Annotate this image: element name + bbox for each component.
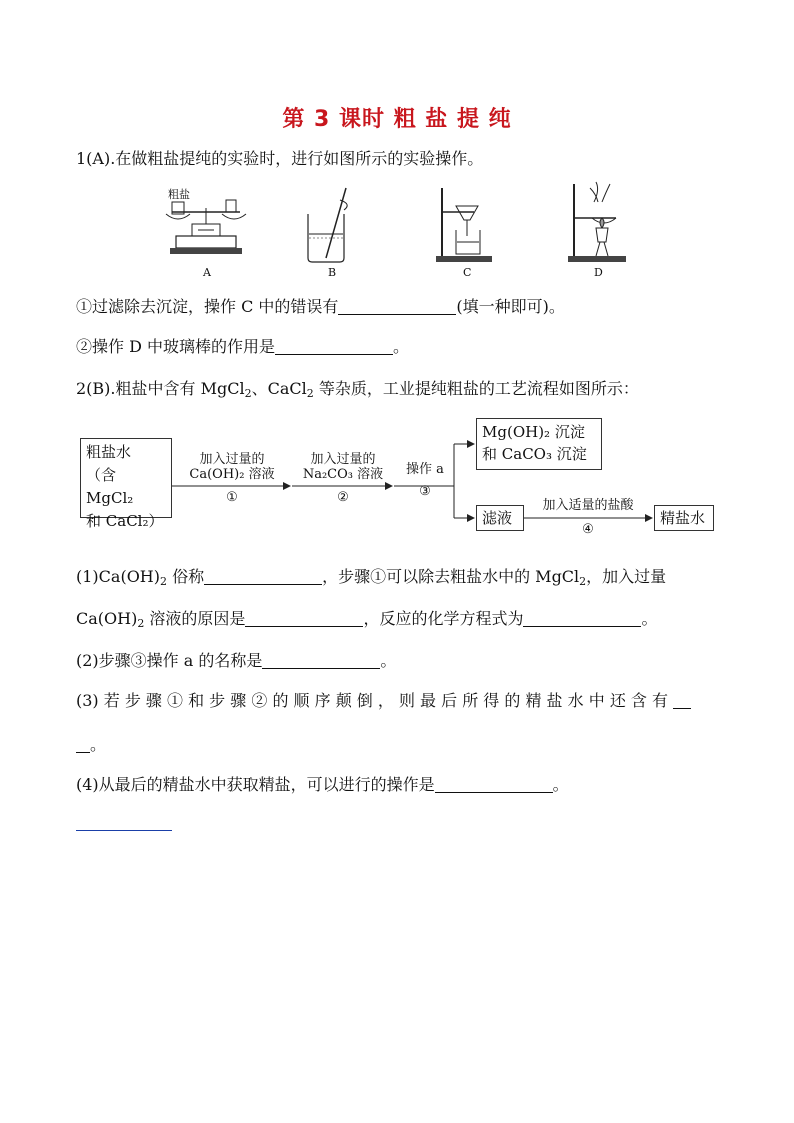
flow-step2-reagent: Na₂CO₃ 溶液 — [302, 467, 384, 482]
flow-precipitate-box — [476, 418, 602, 470]
q2-p3-text: (3) 若 步 骤 ① 和 步 骤 ② 的 顺 序 颠 倒 ， 则 最 后 所 得 的 精 盐 水 中 还 含 有 — [76, 691, 668, 710]
q1-stem: 1(A).在做粗盐提纯的实验时，进行如图所示的实验操作。 — [76, 149, 484, 168]
answer-blank[interactable] — [245, 610, 363, 627]
subscript: 2 — [137, 617, 145, 630]
flow-start-line: 粗盐水 — [86, 443, 132, 461]
q2-p1-text: ，反应的化学方程式为 — [363, 609, 524, 628]
q2-stem-part: 、CaCl — [251, 379, 307, 398]
answer-blank[interactable] — [204, 568, 322, 585]
q2-p1-text: ，加入过量 — [586, 567, 667, 586]
q2-p1-text: 。 — [641, 609, 658, 628]
flow-step2-label: 加入过量的 — [310, 452, 376, 467]
page-title: 第 3 课时 粗 盐 提 纯 — [282, 107, 512, 132]
subscript: 2 — [306, 387, 314, 400]
q2-stem-part: 2(B).粗盐中含有 MgCl — [76, 379, 245, 398]
flow-step3-label: 操作 a — [406, 462, 444, 477]
flow-step1-reagent: Ca(OH)₂ 溶液 — [189, 467, 275, 482]
q2-p1-text: Ca(OH) — [76, 609, 138, 628]
q2-p2-end: 。 — [380, 651, 397, 670]
q2-stem-part: 等杂质，工业提纯粗盐的工艺流程如图所示： — [313, 379, 639, 398]
q2-part3 — [76, 690, 691, 712]
q2-part1-line1 — [76, 566, 666, 588]
q2-p1-text: ，步骤①可以除去粗盐水中的 MgCl — [322, 567, 580, 586]
answer-blank[interactable] — [673, 692, 691, 709]
figure-label-d: D — [594, 266, 603, 279]
flow-precipitate-line: Mg(OH)₂ 沉淀 — [482, 423, 585, 441]
subscript: 2 — [579, 575, 587, 588]
figure-label-b: B — [328, 266, 337, 279]
figure-label-c: C — [463, 266, 472, 279]
answer-blank[interactable] — [523, 610, 641, 627]
answer-blank[interactable] — [262, 652, 380, 669]
figure-label-a: A — [203, 266, 211, 279]
flow-end-box: 精盐水 — [654, 505, 714, 531]
flow-start-line: （含 MgCl₂ — [86, 466, 134, 507]
q1-sub1-hint: (填一种即可)。 — [456, 297, 565, 316]
q1-sub2-text: ②操作 D 中玻璃棒的作用是 — [76, 337, 276, 356]
q2-p2-text: (2)步骤③操作 a 的名称是 — [76, 651, 263, 670]
q2-p1-text: (1)Ca(OH) — [76, 567, 160, 586]
q2-p1-text: 溶液的原因是 — [144, 609, 246, 628]
flow-step2-number: ② — [337, 490, 349, 505]
q2-p4-text: (4)从最后的精盐水中获取精盐，可以进行的操作是 — [76, 775, 435, 794]
q2-p1-text: 俗称 — [167, 567, 205, 586]
flow-filtrate-box: 滤液 — [476, 505, 524, 531]
flow-precipitate-line: 和 CaCO₃ 沉淀 — [482, 445, 587, 463]
q1-sub1-text: ①过滤除去沉淀，操作 C 中的错误有 — [76, 297, 339, 316]
flow-step4-label: 加入适量的盐酸 — [542, 498, 634, 513]
flow-step1-label: 加入过量的 — [199, 452, 265, 467]
q2-part1-line2 — [76, 608, 657, 630]
answer-blank[interactable] — [435, 776, 553, 793]
flow-step1-number: ① — [226, 490, 238, 505]
footnote-divider — [76, 830, 172, 831]
q2-p4-end: 。 — [552, 775, 569, 794]
q2-part3-cont — [76, 734, 106, 756]
flow-step3-number: ③ — [419, 484, 431, 499]
subscript: 2 — [160, 575, 167, 588]
flow-arrows — [0, 0, 794, 560]
q2-part2 — [76, 650, 396, 672]
salt-label: 粗盐 — [168, 188, 190, 201]
q2-part4 — [76, 774, 569, 796]
subscript: 2 — [244, 387, 252, 400]
flow-step4-number: ④ — [582, 522, 594, 537]
q2-p3-end: 。 — [90, 735, 107, 754]
q1-sub2-end: 。 — [393, 337, 410, 356]
flow-start-line: 和 CaCl₂） — [86, 512, 164, 530]
answer-blank[interactable] — [76, 736, 90, 753]
